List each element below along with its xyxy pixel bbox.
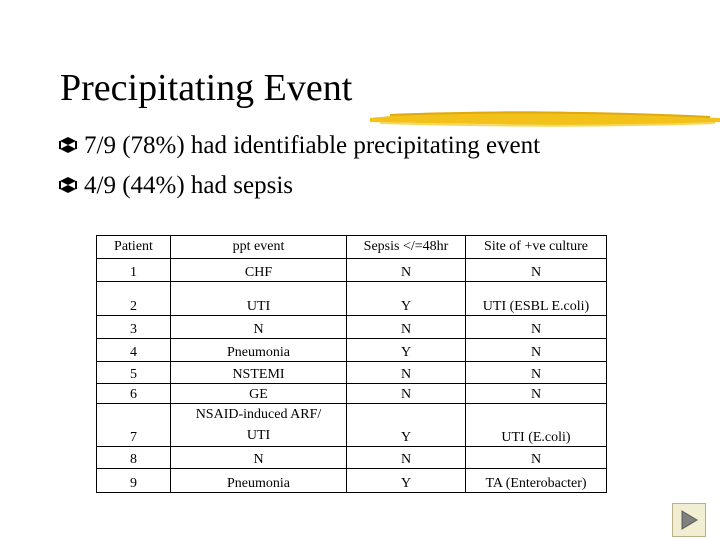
column-header-sepsis: Sepsis </=48hr [347, 236, 466, 259]
column-header-patient: Patient [97, 236, 171, 259]
cell-site: UTI (ESBL E.coli) [466, 282, 607, 316]
table-row [97, 339, 607, 362]
play-triangle-icon [679, 509, 699, 531]
table-row [97, 282, 607, 316]
cell-sepsis: Y [347, 282, 466, 316]
cell-event: NSTEMI [171, 362, 347, 384]
cell-patient: 7 [97, 404, 171, 447]
bullet-text: 7/9 (78%) had identifiable precipitating event [84, 132, 541, 159]
next-slide-button[interactable] [672, 503, 706, 537]
cell-patient: 8 [97, 447, 171, 469]
cell-event: Pneumonia [171, 469, 347, 493]
cell-site: N [466, 384, 607, 404]
cell-site: TA (Enterobacter) [466, 469, 607, 493]
table-row [97, 384, 607, 404]
cell-patient: 9 [97, 469, 171, 493]
z-glyph-icon [58, 133, 78, 159]
cell-sepsis: N [347, 362, 466, 384]
cell-site: N [466, 316, 607, 339]
cell-sepsis: Y [347, 339, 466, 362]
cell-sepsis: N [347, 384, 466, 404]
cell-event: Pneumonia [171, 339, 347, 362]
cell-site: N [466, 447, 607, 469]
cell-sepsis: N [347, 316, 466, 339]
cell-event-line: NSAID-induced ARF/ [195, 407, 322, 422]
bullet-item [58, 126, 540, 166]
table-header-row [97, 236, 607, 259]
cell-sepsis: N [347, 447, 466, 469]
table-row [97, 469, 607, 493]
cell-event [171, 404, 347, 447]
bullet-text: 4/9 (44%) had sepsis [84, 172, 293, 199]
cell-patient: 6 [97, 384, 171, 404]
table-row [97, 362, 607, 384]
cell-event: GE [171, 384, 347, 404]
z-glyph-icon [58, 173, 78, 199]
column-header-site: Site of +ve culture [466, 236, 607, 259]
cell-site: UTI (E.coli) [466, 404, 607, 447]
cell-patient: 4 [97, 339, 171, 362]
table-row [97, 259, 607, 282]
cell-site: N [466, 259, 607, 282]
cell-event-line: UTI [246, 428, 271, 443]
patient-table [96, 235, 607, 493]
table-row [97, 316, 607, 339]
cell-sepsis: N [347, 259, 466, 282]
cell-event: N [171, 447, 347, 469]
cell-sepsis: Y [347, 404, 466, 447]
cell-patient: 5 [97, 362, 171, 384]
cell-event: N [171, 316, 347, 339]
cell-patient: 1 [97, 259, 171, 282]
cell-site: N [466, 362, 607, 384]
slide-title: Precipitating Event [60, 67, 353, 109]
table-row [97, 404, 607, 447]
cell-event: UTI [171, 282, 347, 316]
cell-patient: 3 [97, 316, 171, 339]
cell-patient: 2 [97, 282, 171, 316]
column-header-ppt-event: ppt event [171, 236, 347, 259]
cell-sepsis: Y [347, 469, 466, 493]
table-row [97, 447, 607, 469]
bullet-list [58, 126, 540, 206]
cell-event: CHF [171, 259, 347, 282]
bullet-item [58, 166, 540, 206]
cell-site: N [466, 339, 607, 362]
